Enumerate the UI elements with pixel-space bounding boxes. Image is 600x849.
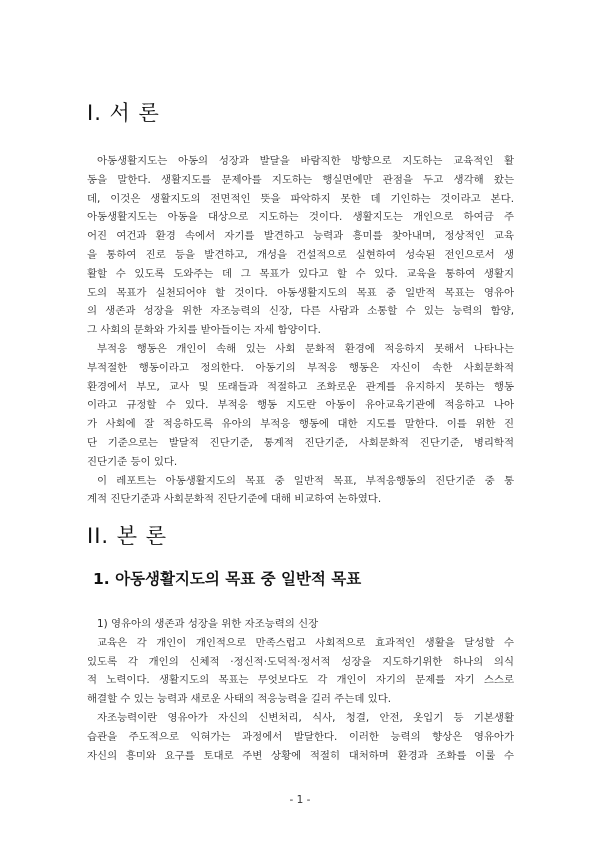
paragraph-line: 단 기준으로는 발달적 진단기준, 통계적 진단기준, 사회문화적 진단기준, 병리학적 — [87, 436, 514, 449]
section-heading-body: II. 본 론 — [87, 524, 167, 548]
body-text — [87, 615, 514, 765]
paragraph-line: 활할 수 있도록 도와주는 데 그 목표가 있다고 할 수 있다. 교육을 통하여 생활지 — [87, 267, 514, 280]
paragraph-line: 이 레포트는 아동생활지도의 목표 중 일반적 목표, 부적응행동의 진단기준 중 통 — [97, 474, 514, 487]
paragraph-line: 이라고 규정할 수 있다. 부적응 행동 지도란 아동이 유아교육기관에 적응하고 나아 — [87, 399, 514, 412]
paragraph-line: 부적절한 행동이라고 정의한다. 아동기의 부적응 행동은 자신이 속한 사회문화적 — [87, 361, 514, 374]
paragraph-line: 진단기준 등이 있다. — [87, 455, 178, 468]
paragraph-line: 동을 말한다. 생활지도를 문제아를 지도하는 행실면에만 관점을 두고 생각해 왔는 — [87, 173, 514, 186]
paragraph-line: 환경에서 부모, 교사 및 또래들과 적절하고 조화로운 관계를 유지하지 못하는 행동 — [87, 380, 514, 393]
paragraph-line: 가 사회에 잘 적응하도록 유아의 부적응 행동에 대한 지도를 말한다. 이를 위한 진 — [87, 418, 514, 431]
paragraph-line: 해결할 수 있는 능력과 새로운 사태의 적응능력을 길러 주는데 있다. — [87, 693, 392, 706]
paragraph-line: 계적 진단기준과 사회문화적 진단기준에 대해 비교하여 논하였다. — [87, 493, 382, 506]
paragraph-line: 자조능력이란 영유아가 자신의 신변처리, 식사, 청결, 안전, 옷입기 등 기본생활 — [97, 711, 514, 724]
paragraph-line: 습관을 주도적으로 익혀가는 과정에서 발달한다. 이러한 능력의 향상은 영유아가 — [87, 730, 514, 743]
paragraph-line: 자신의 흥미와 요구를 토대로 주변 상황에 적절히 대처하며 환경과 조화를 이룰 수 — [87, 749, 514, 762]
paragraph-line: 그 사회의 문화와 가치를 받아들이는 자세 함양이다. — [87, 324, 321, 337]
introduction-body — [87, 152, 514, 509]
paragraph-line: 있도록 각 개인의 신체적 ·정신적·도덕적·정서적 성장을 지도하기위한 하나의 의식 — [87, 655, 514, 668]
paragraph-line: 적 노력이다. 생활지도의 목표는 무엇보다도 각 개인이 자기의 문제를 자기 스스로 — [87, 674, 514, 687]
paragraph-line: 아동생활지도는 아동의 성장과 발달을 바람직한 방향으로 지도하는 교육적인 활 — [97, 155, 514, 167]
paragraph-line: 교육은 각 개인이 개인적으로 만족스럽고 사회적으로 효과적인 생활을 달성할 수 — [97, 636, 514, 649]
subsection-heading: 1. 아동생활지도의 목표 중 일반적 목표 — [93, 570, 362, 588]
paragraph-line: 데, 이것은 생활지도의 전면적인 뜻을 파악하지 못한 데 기인하는 것이라고 본다. — [87, 192, 514, 205]
paragraph-line: 의 생존과 성장을 위한 자조능력의 신장, 다른 사람과 소통할 수 있는 능력의 함양, — [87, 305, 514, 318]
numbered-item-heading: 1) 영유아의 생존과 성장을 위한 자조능력의 신장 — [97, 618, 319, 630]
paragraph-line: 을 통하여 진로 등을 발견하고, 개성을 건설적으로 실현하여 성숙된 전인으로서 생 — [87, 248, 514, 261]
section-heading-introduction: I. 서 론 — [87, 101, 160, 125]
paragraph-line: 어진 여건과 환경 속에서 자기를 발견하고 능력과 흥미를 찾아내며, 정상적인 교육 — [87, 230, 514, 243]
paragraph-line: 부적응 행동은 개인이 속해 있는 사회 문화적 환경에 적응하지 못해서 나타나는 — [97, 342, 514, 355]
page-number: - 1 - — [289, 794, 311, 806]
paragraph-line: 아동생활지도는 아동을 대상으로 지도하는 것이다. 생활지도는 개인으로 하여금 주 — [87, 211, 514, 224]
paragraph-line: 도의 목표가 실천되어야 할 것이다. 아동생활지도의 목표 중 일반적 목표는 영유아 — [87, 286, 514, 299]
